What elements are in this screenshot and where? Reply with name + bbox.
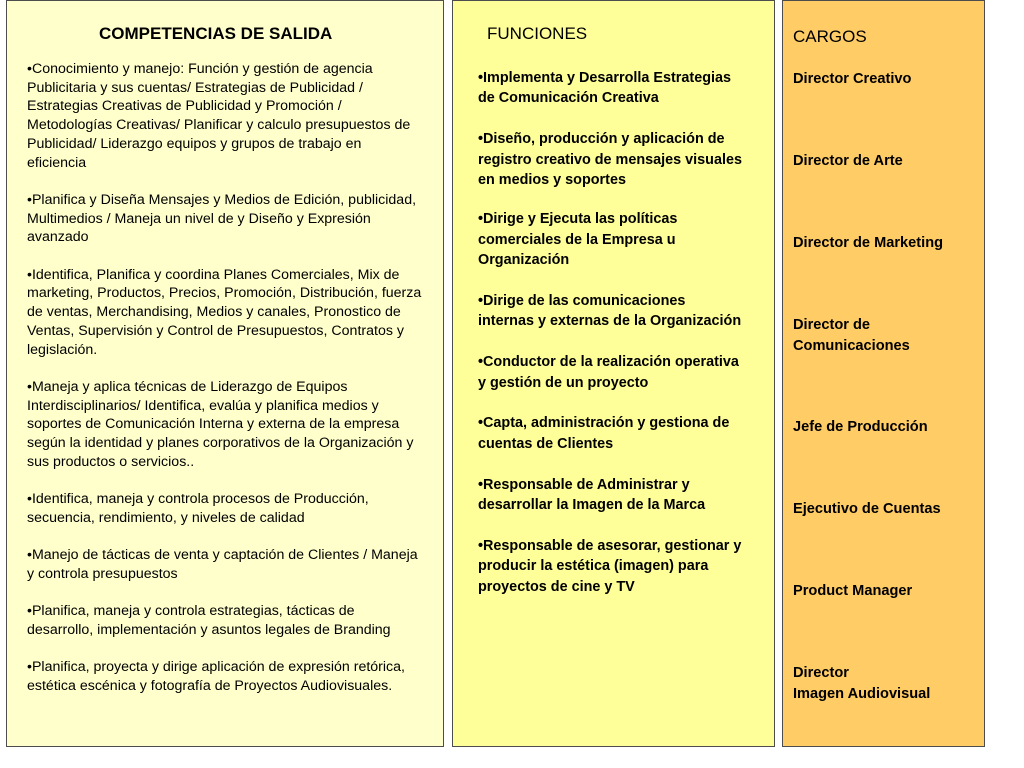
- funciones-list: [478, 68, 743, 617]
- competencia-item: •Manejo de tácticas de venta y captación de Clientes / Maneja y controla presupuestos: [27, 547, 418, 582]
- cargos-panel: [782, 0, 985, 747]
- funciones-title: FUNCIONES: [487, 24, 588, 43]
- cargo-item: Ejecutivo de Cuentas: [793, 501, 941, 517]
- competencia-item: •Conocimiento y manejo: Función y gestión de agencia Publicitaria y sus cuentas/ Estrategias de Publicidad / Estrategias Creativas de Publicidad y Promoción / Metodologías Creativas/ Planificar y calculo presupuestos de Publicidad/ Liderazgo equipos y grupos de trabajo en eficiencia: [27, 61, 411, 171]
- cargo-item: Director Creativo: [793, 71, 912, 87]
- cargo-item: Product Manager: [793, 583, 913, 599]
- competencia-item: •Planifica y Diseña Mensajes y Medios de Edición, publicidad, Multimedios / Maneja un nivel de y Diseño y Expresión avanzado: [27, 191, 417, 246]
- cargos-title: CARGOS: [793, 27, 867, 46]
- cargo-item: Director de Arte: [793, 153, 903, 169]
- competencias-list: [27, 60, 422, 714]
- funcion-item: •Capta, administración y gestiona de cuentas de Clientes: [478, 415, 730, 452]
- cargo-item: Director de Marketing: [793, 235, 944, 251]
- cargo-item: Director de Comunicaciones: [793, 317, 910, 354]
- funcion-item: •Responsable de asesorar, gestionar y producir la estética (imagen) para proyectos de cine y TV: [478, 537, 742, 595]
- competencia-item: •Planifica, maneja y controla estrategias, tácticas de desarrollo, implementación y asuntos legales de Branding: [27, 603, 391, 638]
- cargo-item: Jefe de Producción: [793, 419, 928, 435]
- funcion-item: •Responsable de Administrar y desarrollar la Imagen de la Marca: [478, 476, 706, 514]
- competencia-item: •Planifica, proyecta y dirige aplicación de expresión retórica, estética escénica y fotografía de Proyectos Audiovisuales.: [27, 659, 405, 695]
- funcion-item: •Diseño, producción y aplicación de registro creativo de mensajes visuales en medios y soportes: [478, 131, 742, 189]
- competencia-item: •Identifica, maneja y controla procesos de Producción, secuencia, rendimiento, y niveles de calidad: [27, 491, 369, 526]
- competencias-title: COMPETENCIAS DE SALIDA: [99, 24, 333, 43]
- funcion-item: •Dirige y Ejecuta las políticas comerciales de la Empresa u Organización: [478, 211, 678, 269]
- competencia-item: •Maneja y aplica técnicas de Liderazgo de Equipos Interdisciplinarios/ Identifica, evalúa y planifica medios y soportes de Comunicación Interna y externa de la empresa según la identidad y planes corporativos de la Organización y sus productos o servicios..: [27, 378, 414, 470]
- competencia-item: •Identifica, Planifica y coordina Planes Comerciales, Mix de marketing, Productos, Precios, Promoción, Distribución, fuerza de ventas, Merchandising, Medios y canales, Pronostico de Ventas, Supervisión y Control de Presupuestos, Contratos y legislación.: [27, 266, 422, 358]
- funcion-item: •Dirige de las comunicaciones internas y externas de la Organización: [478, 293, 742, 330]
- funciones-panel: [452, 0, 775, 747]
- funcion-item: •Implementa y Desarrolla Estrategias de Comunicación Creativa: [478, 70, 731, 107]
- funcion-item: •Conductor de la realización operativa y gestión de un proyecto: [478, 354, 739, 391]
- competencias-panel: [6, 0, 444, 747]
- cargo-item: Director Imagen Audiovisual: [793, 665, 931, 702]
